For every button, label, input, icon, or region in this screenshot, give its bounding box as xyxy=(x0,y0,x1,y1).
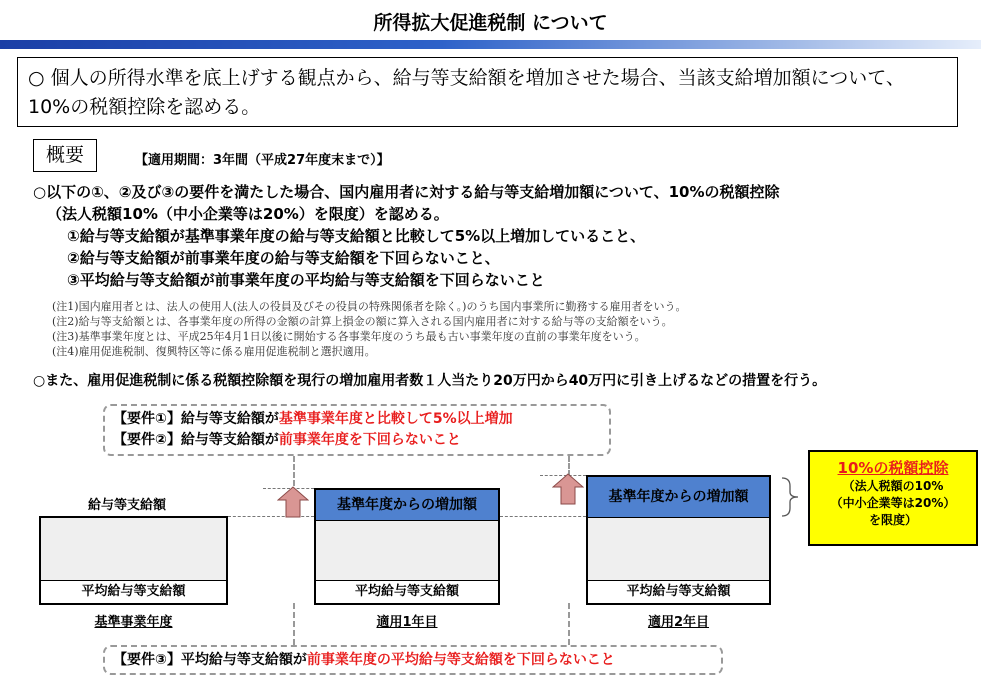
connector-line xyxy=(568,603,570,645)
requirement-1-line xyxy=(113,409,601,430)
requirement-1-highlight: 基準事業年度と比較して5%以上増加 xyxy=(278,411,513,427)
up-arrow-icon xyxy=(277,486,309,518)
application-period: 【適用期間：3年間（平成27年度末まで）】 xyxy=(135,153,390,168)
connector-line xyxy=(293,603,295,645)
year-label-1: 適用1年目 xyxy=(376,615,438,630)
up-arrow-icon xyxy=(552,473,584,505)
tax-credit-line-3: を限度） xyxy=(868,513,917,527)
page-title: 所得拡大促進税制 について xyxy=(373,12,608,34)
tax-credit-headline: 10%の税額控除 xyxy=(837,459,949,477)
title-underline-bar xyxy=(0,40,981,49)
increase-segment: 基準年度からの増加額 xyxy=(316,490,498,521)
requirement-2-prefix: 【要件②】給与等支給額が xyxy=(113,432,279,448)
guide-line xyxy=(500,516,586,517)
requirement-3-prefix: 【要件③】平均給与等支給額が xyxy=(113,652,307,668)
year-label-base: 基準事業年度 xyxy=(94,615,173,630)
top-requirements-box xyxy=(103,404,611,456)
tax-credit-line-2: （中小企業等は20%） xyxy=(830,496,956,510)
year2-box xyxy=(586,475,771,605)
tax-credit-line-1: （法人税額の10% xyxy=(842,479,944,493)
note-1: (注1)国内雇用者とは、法人の使用人(法人の役員及びその役員の特殊関係者を除く。)のうち国内事業所に勤務する雇用者をいう。 xyxy=(52,300,687,313)
connector-line xyxy=(293,456,295,486)
note-4: (注4)雇用促進税制、復興特区等に係る雇用促進税制と選択適用。 xyxy=(52,345,376,358)
summary-box: ○ 個人の所得水準を底上げする観点から、給与等支給額を増加させた場合、当該支給増加額について、10%の税額控除を認める。 xyxy=(17,57,958,127)
requirement-2-text: ②給与等支給額が前事業年度の給与等支給額を下回らないこと、 xyxy=(67,249,500,267)
base-year-box xyxy=(39,516,228,605)
note-2: (注2)給与等支給額とは、各事業年度の所得の金額の計算上損金の額に算入される国内雇用者に対する給与等の支給額をいう。 xyxy=(52,315,673,328)
avg-pay-caption: 平均給与等支給額 xyxy=(316,580,498,603)
increase-segment: 基準年度からの増加額 xyxy=(588,477,769,518)
requirement-1-text: ①給与等支給額が基準事業年度の給与等支給額と比較して5%以上増加していること、 xyxy=(67,227,646,245)
bottom-requirement-box xyxy=(103,645,723,675)
year-label-2: 適用2年目 xyxy=(647,615,710,630)
requirement-2-line xyxy=(113,430,601,451)
year1-box xyxy=(314,488,500,605)
requirement-1-prefix: 【要件①】給与等支給額が xyxy=(113,411,279,427)
tax-credit-box xyxy=(808,450,978,546)
body-line-1: ○以下の①、②及び③の要件を満たした場合、国内雇用者に対する給与等支給増加額について、10%の税額控除 xyxy=(33,183,780,201)
additional-measure-text: ○また、雇用促進税制に係る税額控除額を現行の増加雇用者数１人当たり20万円から40万円に引き上げるなどの措置を行う。 xyxy=(33,373,827,389)
requirement-3-highlight: 前事業年度の平均給与等支給額を下回らないこと xyxy=(306,652,615,668)
avg-pay-caption: 平均給与等支給額 xyxy=(41,580,226,603)
brace-icon xyxy=(780,476,804,518)
pay-amount-label: 給与等支給額 xyxy=(88,498,167,513)
body-line-2: （法人税額10%（中小企業等は20%）を限度）を認める。 xyxy=(47,205,449,223)
note-3: (注3)基準事業年度とは、平成25年4月1日以後に開始する各事業年度のうち最も古い事業年度の直前の事業年度をいう。 xyxy=(52,330,646,343)
overview-label: 概要 xyxy=(33,139,97,172)
requirement-2-highlight: 前事業年度を下回らないこと xyxy=(278,432,461,448)
avg-pay-caption: 平均給与等支給額 xyxy=(588,580,769,603)
requirement-3-text: ③平均給与等支給額が前事業年度の平均給与等支給額を下回らないこと xyxy=(67,271,545,289)
